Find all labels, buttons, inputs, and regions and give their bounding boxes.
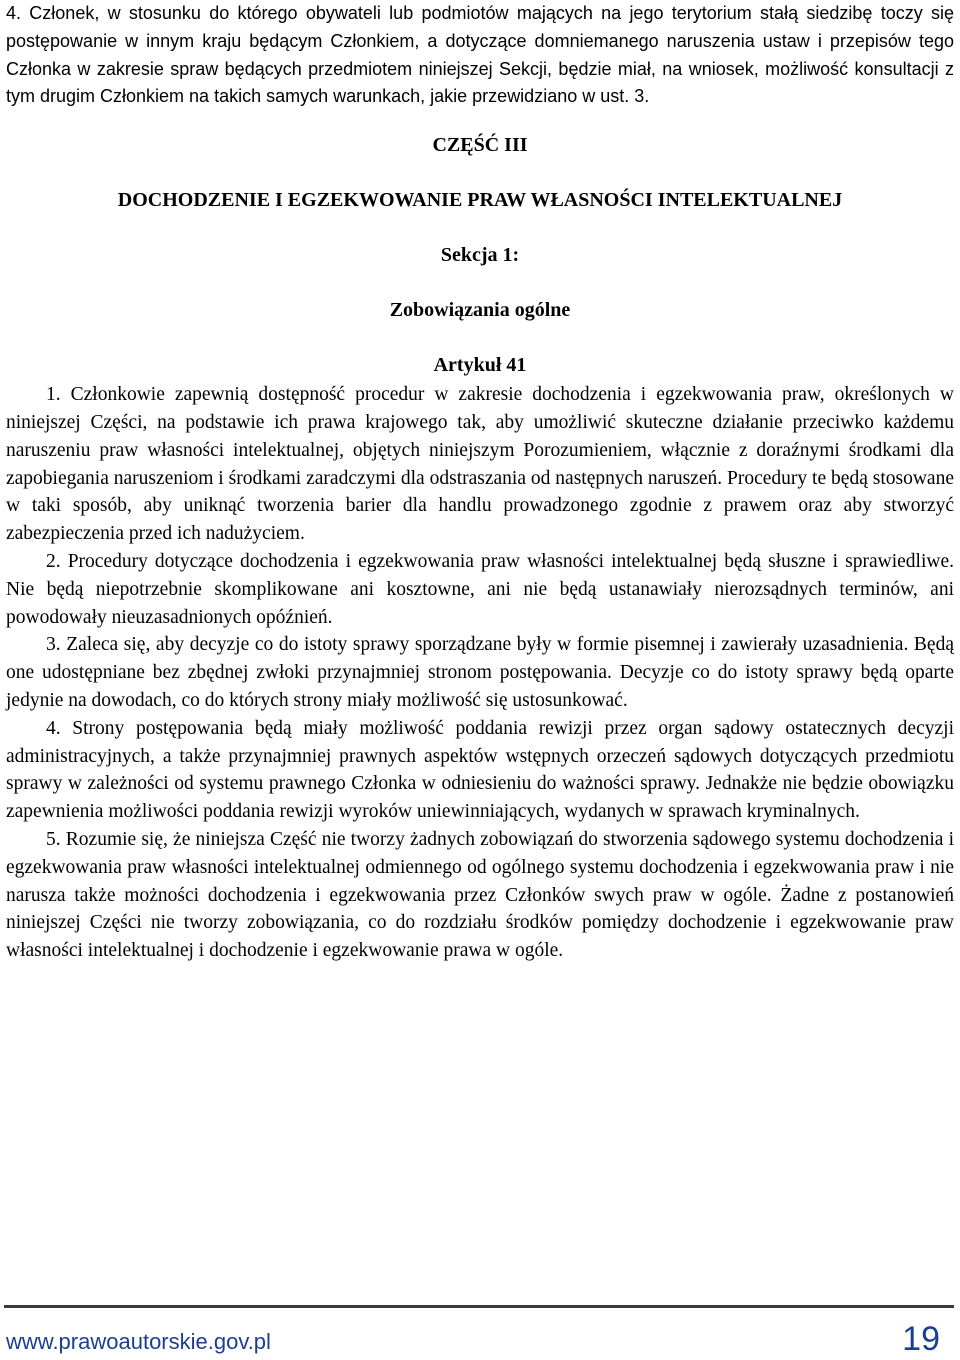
footer-website-link[interactable]: www.prawoautorskie.gov.pl — [6, 1329, 271, 1354]
article-paragraph-1: 1. Członkowie zapewnią dostępność procedur w zakresie dochodzenia i egzekwowania praw, określonych w niniejszej Części, na podstawie ich prawa krajowego tak, aby umożliwić skuteczne działanie przeciwko każdemu naruszeniu praw własności intelektualnej, objętych niniejszym Porozumieniem, włącznie z doraźnymi środkami dla zapobiegania naruszeniom i środkami zaradczymi dla odstraszania od następnych naruszeń. Procedury te będą stosowane w taki sposób, aby uniknąć tworzenia barier dla handlu prowadzonego zgodnie z prawem oraz aby stworzyć zabezpieczenia przed ich nadużyciem. — [6, 384, 954, 545]
part-subtitle: DOCHODZENIE I EGZEKWOWANIE PRAW WŁASNOŚCI INTELEKTUALNEJ — [117, 189, 843, 212]
article-title: Artykuł 41 — [433, 354, 527, 377]
document-page — [6, 0, 954, 965]
part-title: CZĘŚĆ III — [432, 134, 528, 157]
footer-divider — [4, 1305, 954, 1308]
page-number: 19 — [902, 1320, 940, 1358]
article-paragraph-4: 4. Strony postępowania będą miały możliwość poddania rewizji przez organ sądowy ostatecznych decyzji administracyjnych, a także przynajmniej prawnych aspektów wstępnych orzeczeń sądowych dotyczących przedmiotu sprawy w zależności od systemu prawnego Członka w odniesieniu do ważności sprawy. Jednakże nie będzie obowiązku zapewnienia możliwości poddania rewizji wyroków uniewinniających, wydanych w sprawach kryminalnych. — [6, 717, 954, 823]
article-paragraph-2: 2. Procedury dotyczące dochodzenia i egzekwowania praw własności intelektualnej będą słuszne i sprawiedliwe. Nie będą niepotrzebnie skomplikowane ani kosztowne, ani nie będą ustanawiały nierozsądnych terminów, ani powodowały nieuzasadnionych opóźnień. — [6, 550, 954, 628]
article-paragraph-5: 5. Rozumie się, że niniejsza Część nie tworzy żadnych zobowiązań do stworzenia sądowego systemu dochodzenia i egzekwowania praw własności intelektualnej odmiennego od ogólnego systemu dochodzenia i egzekwowania praw i nie narusza także możności dochodzenia i egzekwowania przez Członków swych praw w ogóle. Żadne z postanowień niniejszej Części nie tworzy zobowiązania, co do rozdziału środków pomiędzy dochodzenie i egzekwowanie praw własności intelektualnej i dochodzenie i egzekwowanie prawa w ogóle. — [6, 828, 954, 962]
intro-paragraph: 4. Członek, w stosunku do którego obywateli lub podmiotów mających na jego terytorium stałą siedzibę toczy się postępowanie w innym kraju będącym Członkiem, a dotyczące domniemanego naruszenia ustaw i przepisów tego Członka w zakresie spraw będących przedmiotem niniejszej Sekcji, będzie miał, na wniosek, możliwość konsultacji z tym drugim Członkiem na takich samych warunkach, jakie przewidziano w ust. 3. — [6, 3, 954, 107]
section-subtitle: Zobowiązania ogólne — [389, 299, 571, 322]
article-paragraph-3: 3. Zaleca się, aby decyzje co do istoty sprawy sporządzane były w formie pisemnej i zawierały uzasadnienia. Będą one udostępniane bez zbędnej zwłoki przynajmniej stronom postępowania. Decyzje co do istoty sprawy będą oparte jedynie na dowodach, co do których strony miały możliwość się ustosunkować. — [6, 634, 954, 711]
section-title: Sekcja 1: — [440, 244, 520, 267]
